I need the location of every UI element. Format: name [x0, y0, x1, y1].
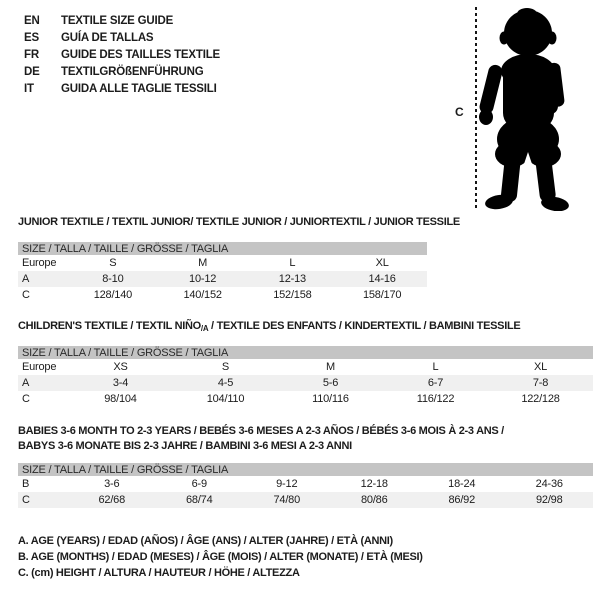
language-code: EN	[24, 15, 40, 27]
language-title: GUÍA DE TALLAS	[61, 32, 154, 44]
note-age-years: A. AGE (YEARS) / EDAD (AÑOS) / ÂGE (ANS) / ALTER (JAHRE) / ETÀ (ANNI)	[18, 535, 393, 547]
size-header-row	[18, 346, 593, 359]
height-cell: 140/152	[183, 289, 222, 301]
language-title: GUIDE DES TAILLES TEXTILE	[61, 49, 220, 61]
babies-size-table	[18, 463, 593, 508]
age-cell: 6-9	[191, 478, 207, 490]
age-cell: 24-36	[535, 478, 563, 490]
children-title-part1: CHILDREN'S TEXTILE / TEXTIL NIÑO	[18, 320, 201, 332]
row-label: C	[18, 492, 68, 508]
age-cell: 5-6	[278, 375, 383, 391]
babies-title-line2: BABYS 3-6 MONATE BIS 2-3 JAHRE / BAMBINI 3-6 MESI A 2-3 ANNI	[18, 440, 352, 452]
row-label: A	[18, 271, 68, 287]
height-cell: 92/98	[506, 492, 594, 508]
note-age-months: B. AGE (MONTHS) / EDAD (MESES) / ÂGE (MOIS) / ALTER (MONATE) / ETÀ (MESI)	[18, 551, 423, 563]
size-header-label: SIZE / TALLA / TAILLE / GRÖSSE / TAGLIA	[18, 242, 427, 255]
size-header-row	[18, 242, 427, 255]
table-row-age-months	[18, 476, 593, 492]
language-title: TEXTILE SIZE GUIDE	[61, 15, 174, 27]
table-row-europe	[18, 359, 593, 375]
age-cell: 6-7	[383, 375, 488, 391]
language-row	[24, 13, 220, 30]
language-title: TEXTILGRÖßENFÜHRUNG	[61, 66, 204, 78]
row-label: C	[22, 393, 30, 405]
height-cell: 104/110	[206, 393, 245, 405]
age-cell: 7-8	[488, 375, 593, 391]
language-row	[24, 47, 220, 64]
language-code: DE	[24, 66, 40, 78]
row-label: Europe	[22, 361, 57, 373]
age-cell: 9-12	[276, 478, 298, 490]
age-cell: 12-18	[360, 478, 388, 490]
language-title: GUIDA ALLE TAGLIE TESSILI	[61, 83, 217, 95]
size-cell: S	[109, 257, 117, 269]
table-row-height	[18, 391, 593, 407]
junior-size-table	[18, 242, 427, 303]
language-code: FR	[24, 49, 39, 61]
height-cell: 116/122	[416, 393, 455, 405]
age-cell: 12-13	[248, 271, 338, 287]
table-row-age	[18, 271, 427, 287]
height-cell: 68/74	[156, 492, 244, 508]
table-row-height	[18, 287, 427, 303]
height-cell: 110/116	[312, 393, 349, 405]
size-cell: XL	[533, 361, 548, 373]
height-cell: 128/140	[93, 289, 133, 301]
age-cell: 18-24	[448, 478, 476, 490]
babies-table-title	[18, 424, 504, 454]
size-cell: M	[198, 257, 208, 269]
age-cell: 4-5	[173, 375, 278, 391]
junior-table-title: JUNIOR TEXTILE / TEXTIL JUNIOR/ TEXTILE JUNIOR / JUNIORTEXTIL / JUNIOR TESSILE	[18, 216, 460, 228]
size-cell: XS	[113, 361, 128, 373]
babies-title-line1: BABIES 3-6 MONTH TO 2-3 YEARS / BEBÉS 3-6 MESES A 2-3 AÑOS / BÉBÉS 3-6 MOIS À 2-3 ANS /	[18, 425, 504, 437]
language-code: IT	[24, 83, 34, 95]
age-cell: 3-6	[104, 478, 120, 490]
children-title-subscript: /A	[200, 324, 209, 333]
row-label: A	[18, 375, 68, 391]
height-measure-label: C	[455, 105, 464, 119]
note-height: C. (cm) HEIGHT / ALTURA / HAUTEUR / HÖHE / ALTEZZA	[18, 567, 300, 579]
height-cell: 80/86	[331, 492, 419, 508]
height-cell: 98/104	[104, 393, 137, 405]
size-cell: S	[221, 361, 230, 373]
height-cell: 86/92	[418, 492, 506, 508]
size-header-label: SIZE / TALLA / TAILLE / GRÖSSE / TAGLIA	[18, 463, 593, 476]
legend-notes	[18, 533, 423, 581]
row-label: Europe	[22, 257, 57, 269]
language-code: ES	[24, 32, 39, 44]
age-cell: 10-12	[158, 271, 248, 287]
children-table-title	[18, 319, 520, 336]
language-row	[24, 30, 220, 47]
height-cell: 122/128	[521, 393, 560, 405]
age-cell: 3-4	[68, 375, 173, 391]
row-label: C	[22, 289, 30, 301]
size-header-row	[18, 463, 593, 476]
height-cell: 62/68	[68, 492, 156, 508]
age-cell: 14-16	[337, 271, 427, 287]
children-size-table	[18, 346, 593, 407]
table-row-height	[18, 492, 593, 508]
size-cell: L	[432, 361, 439, 373]
language-row	[24, 81, 220, 98]
size-header-label: SIZE / TALLA / TAILLE / GRÖSSE / TAGLIA	[18, 346, 593, 359]
baby-silhouette-icon	[477, 5, 581, 211]
language-title-list	[24, 13, 220, 98]
language-row	[24, 64, 220, 81]
table-row-age	[18, 375, 593, 391]
row-label: B	[22, 478, 30, 490]
height-cell: 152/158	[273, 289, 312, 301]
size-cell: XL	[375, 257, 389, 269]
size-cell: M	[326, 361, 335, 373]
height-cell: 158/170	[362, 289, 402, 301]
children-title-part2: / TEXTILE DES ENFANTS / KINDERTEXTIL / BAMBINI TESSILE	[208, 320, 521, 332]
height-cell: 74/80	[243, 492, 331, 508]
size-cell: L	[289, 257, 296, 269]
table-row-europe	[18, 255, 427, 271]
age-cell: 8-10	[68, 271, 158, 287]
